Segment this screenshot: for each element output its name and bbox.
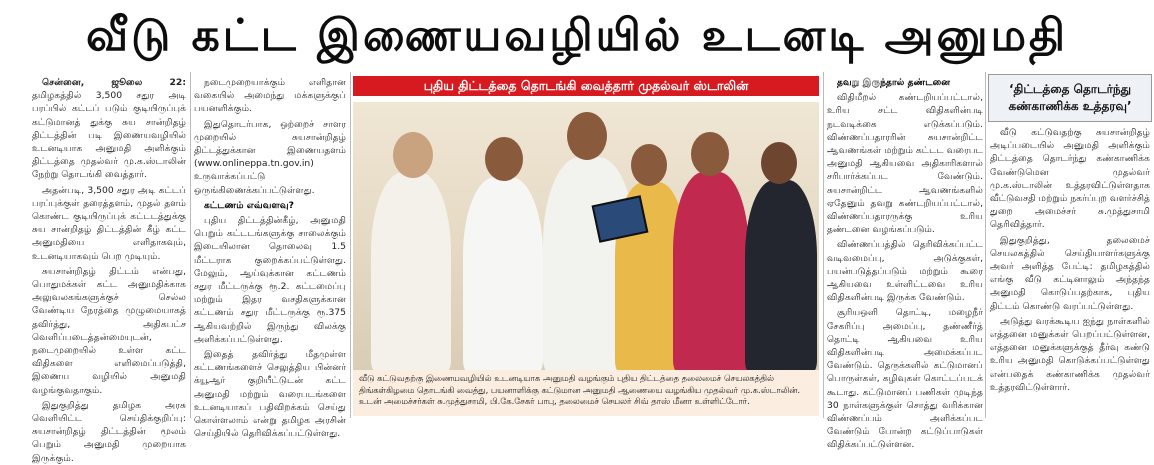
column-6 xyxy=(827,76,983,451)
photo-caption: வீடு கட்டுவதற்கு இணையவழியில் உடனடியாக அனுமதி வழங்கும் புதிய திட்டத்தை தலைமைச் செயலகத்தில் திங்கள்கிழமை தொடங்கி வைத்து, பயனாளிக்கு கட்டுமான அனுமதி ஆணையை வழங்கிய முதல்வர் மு.க.ஸ்டாலின். உடன் அமைச்சர்கள் சு.முத்துசாமி, பி.கே.சேகர் பாபு, தலைமைச் செயலர் சிவ் தாஸ் மீனா உள்ளிட்டோர். xyxy=(353,370,819,416)
person-figure xyxy=(745,180,817,372)
side-para3: அடுத்து வரக்கூடிய ஐந்து நாள்களில் எத்தனை மனுக்கள் பெறப்பட்டுள்ளன, எத்தனை மனுக்களுக்குத் தீர்வு கண்டு உரிய அனுமதி கொடுக்கப்பட்டுள்ளது என்பதைக் கண்காணிக்க முதல்வர் உத்தரவிட்டுள்ளார். xyxy=(990,315,1150,393)
person-head xyxy=(567,112,607,160)
col1-para1: சென்னை, ஜூலை 22: தமிழகத்தில் 3,500 சதுர அடி பரப்பில் கட்டப் படும் குடியிருப்புக் கட்டுமானத் துக்கு சுய சான்றிதழ் திட்டத்தின் படி இணையவழியில் உடனடியாக அனுமதி அளிக்கும் திட்டத்தை முதல்வர் மு.க.ஸ்டாலின் நேற்று தொடங்கி வைத்தார். xyxy=(32,77,186,181)
person-figure xyxy=(463,177,543,372)
col2-para3: புதிய திட்டத்தின்கீழ், அனுமதி பெறும் கட்டடங்களுக்கு சாலைக்கும் இடையிலான தொலைவு 1.5 மீட்டராக குறைக்கப்பட்டுள்ளது. மேலும், ஆய்வுக்கான கட்டணம் சதுர மீட்டருக்கு ரூ.2. கட்டமைப்பு மற்றும் இதர வசதிகளுக்கான கட்டணம் சதுர மீட்டருக்கு ரூ.375 ஆகியவற்றில் இருந்து விலக்கு அளிக்கப்பட்டுள்ளது. xyxy=(194,215,346,345)
col2-para4: இதைத் தவிர்த்து மீதமுள்ள கட்டணங்களைச் செலுத்திய பின்னர் க்யூஆர் குறியீட்டுடன் கட்ட அனுமதி மற்றும் வரைபடங்களை உடனடியாகப் பதிவிறக்கம் செய்து கொள்ளலாம் என்று தமிழக அரசின் செய்தியில் தெரிவிக்கப்பட்டுள்ளது. xyxy=(194,349,346,440)
col1-para4: இதுகுறித்து தமிழக அரசு வெளியிட்ட செய்திக்குறிப்பு: சுயசான்றிதழ் திட்டத்தின் மூலம் பெறும் அனுமதி முறையாக இருக்கும். xyxy=(32,399,186,464)
column-1 xyxy=(32,76,186,464)
col6-para2: விண்ணப்பத்தில் தெரிவிக்கப்பட்ட வடிவமைப்பு, அடுக்குகள், பயன்படுத்தப்படும் மற்றும் கூரை ஆகியவை உள்ளிட்டவை உரிய விதிகளின்படி இருக்க வேண்டும். xyxy=(827,239,983,304)
side-para2: இதுகுறித்து, தலைமைச் செயலகத்தில் செய்தியாளர்களுக்கு அவர் அளித்த பேட்டி: தமிழகத்தில் எங்கு வீடு கட்டினாலும் அந்தந்த அனுமதி கொடுப்பதற்காக, புதிய திட்டம் கொண்டு வரப்பட்டுள்ளது. xyxy=(990,234,1150,312)
col2-subhead: கட்டணம் எவ்வளவு? xyxy=(204,199,294,211)
col6-para1: விதிமீறல் கண்டறியப்பட்டால், உரிய சட்ட விதிகளின்படி நடவடிக்கை எடுக்கப்படும். விண்ணப்பதாரரின் சுயசான்றிட்ட ஆவணங்கள் மற்றும் கட்டட வரைபட அனுமதி ஆகியவை அதிகாரிகளால் சரிபார்க்கப்பட வேண்டும். சுயசான்றிட்ட ஆவணங்களில் ஏதேனும் தவறு கண்டறியப்பட்டால், விண்ணப்பதாரருக்கு உரிய தண்டனை வழங்கப்படும். xyxy=(827,92,983,236)
col1-para2: அதன்படி, 3,500 சதுர அடி கட்டப் பரப்புக்குள் தரைத்தளம், முதல் தளம் கொண்ட குடியிருப்புக் கட்டடத்துக்கு சுய சான்றிதழ் திட்டத்தின் கீழ் கட்ட அனுமதியை எளிதாகவும், உடனடியாகவும் பெற முடியும். xyxy=(32,184,186,262)
col1-para3: சுயசான்றிதழ் திட்டம் என்பது, பொதுமக்கள் கட்ட அனுமதிக்காக அலுவலகங்களுக்குச் செல்ல வேண்டிய நேரத்தை முழுமையாகத் தவிர்த்து, அதிகபட்ச வெளிப்படைத்தன்மையுடன், நடைமுறையில் உள்ள கட்ட விதிகளை எளிமைப்படுத்தி, இணைய வழியில் அனுமதி வழங்குவதாகும். xyxy=(32,265,186,396)
person-head xyxy=(393,132,433,178)
person-head xyxy=(761,142,797,184)
side-para1: வீடு கட்டுவதற்கு சுயசான்றிதழ் அடிப்படையில் அனுமதி அளிக்கும் திட்டத்தை தொடர்ந்து கண்காணிக்க வேண்டுமென முதல்வர் மு.க.ஸ்டாலின் உத்தரவிட்டுள்ளதாக வீட்டுவசதி மற்றும் நகர்ப்புற வளர்ச்சித் துறை அமைச்சர் சு.முத்துசாமி தெரிவித்தார். xyxy=(990,127,1150,231)
side-story-title: ‘திட்டத்தை தொடர்ந்து கண்காணிக்க உத்தரவு’ xyxy=(988,74,1152,122)
photo-banner: புதிய திட்டத்தை தொடங்கி வைத்தார் முதல்வர் ஸ்டாலின் xyxy=(353,76,819,96)
column-divider xyxy=(985,72,986,418)
column-divider xyxy=(823,72,824,418)
col6-para3: சூரியஒளி தொட்டி, மழைநீர் சேகரிப்பு அமைப்பு, தண்ணீர்த் தொட்டி ஆகியவை உரிய விதிகளின்படி அமைக்கப்பட வேண்டும். தெருக்களில் கட்டுமானப் பொருள்கள், கழிவுகள் கொட்டப்படக் கூடாது. கட்டுமானப் பணிகள் முடிந்த 30 நாள்களுக்குள் சொத்து வரிக்கான விண்ணப்பம் அளிக்கப்பட வேண்டும் போன்ற கட்டுப்பாடுகள் விதிக்கப்பட்டுள்ளன. xyxy=(827,307,983,451)
person-head xyxy=(691,132,729,176)
side-story xyxy=(990,126,1150,418)
col2-para2: இதுதொடர்பாக, ஒற்றைச் சாளர முறையில் சுயசான்றிதழ் திட்டத்துக்கான இணையதளம் (www.onlineppa.tn.gov.in) உருவாக்கப்பட்டு ஒருங்கிணைக்கப்பட்டுள்ளது. xyxy=(194,118,346,196)
ceremony-photo xyxy=(353,102,819,370)
column-divider xyxy=(350,72,351,418)
person-figure xyxy=(673,172,749,372)
col2-para1: நடைமுறையாக்கும் எளிதான வகையில் அமைந்து மக்களுக்குப் பயனளிக்கும். xyxy=(194,77,346,115)
person-figure xyxy=(371,172,451,372)
page-headline: வீடு கட்ட இணையவழியில் உடனடி அனுமதி xyxy=(85,10,1069,61)
person-head xyxy=(485,137,523,181)
col6-subhead: தவறு இருந்தால் தண்டனை xyxy=(837,77,951,88)
person-head xyxy=(631,144,667,186)
column-2 xyxy=(194,76,346,440)
column-divider xyxy=(190,72,191,418)
